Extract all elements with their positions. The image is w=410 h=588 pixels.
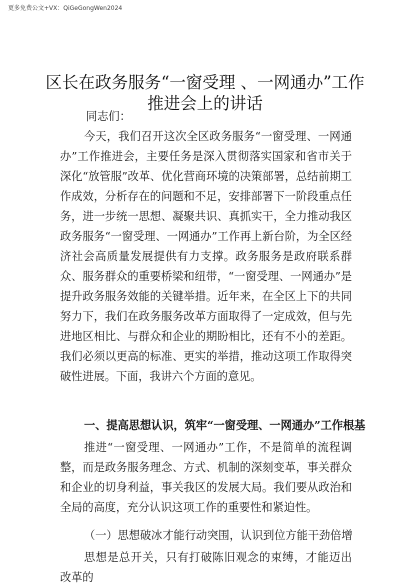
paragraph-subsection-1: 思想是总开关，只有打破陈旧观念的束缚，才能迈出改革的 [60,551,352,584]
title-line-1: 区长在政务服务“一窗受理 、一网通办”工作 [45,73,365,92]
title-line-2: 推进会上的讲话 [147,94,263,113]
document-title [0,72,410,114]
section-heading-1: 一、提高思想认识，筑牢“一窗受理、一网通办”工作根基 [84,418,366,432]
paragraph-intro: 今天，我们召开这次全区政务服务“一窗受理、一网通办”工作推进会，主要任务是深入贯彻落实国家和省市关于深化“放管服”改革、优化营商环境的决策部署，总结前期工作成效，分析存在的问题和不足，安排部署下一阶段重点任务，进一步统一思想、凝聚共识、真抓实干，全力推动我区政务服务“一窗受理、一网通办”工作再上新台阶，为全区经济社会高质量发展提供有力支撑。政务服务是政府联系群众、服务群众的重要桥梁和纽带，“一窗受理、一网通办”是提升政务服务效能的关键举措。近年来，在全区上下的共同努力下，我们在政务服务改革方面取得了一定成效，但与先进地区相比、与群众和企业的期盼相比，还有不小的差距。我们必须以更高的标准、更实的举措，推动这项工作取得突破性进展。下面，我讲六个方面的意见。 [60,130,352,383]
paragraph-section-1: 推进“一窗受理、一网通办”工作，不是简单的流程调整，而是政务服务理念、方式、机制的深刻变革，事关群众和企业的切身利益，事关我区的发展大局。我们要从政治和全局的高度，充分认识这项工作的重要性和紧迫性。 [60,441,352,514]
header-note: 更多免费公文+VX：QiGeGongWen2024 [8,5,123,12]
subsection-heading-1: （一）思想破冰才能行动突围，认识到位方能干劲倍增 [84,529,353,542]
greeting: 同志们： [86,110,131,123]
